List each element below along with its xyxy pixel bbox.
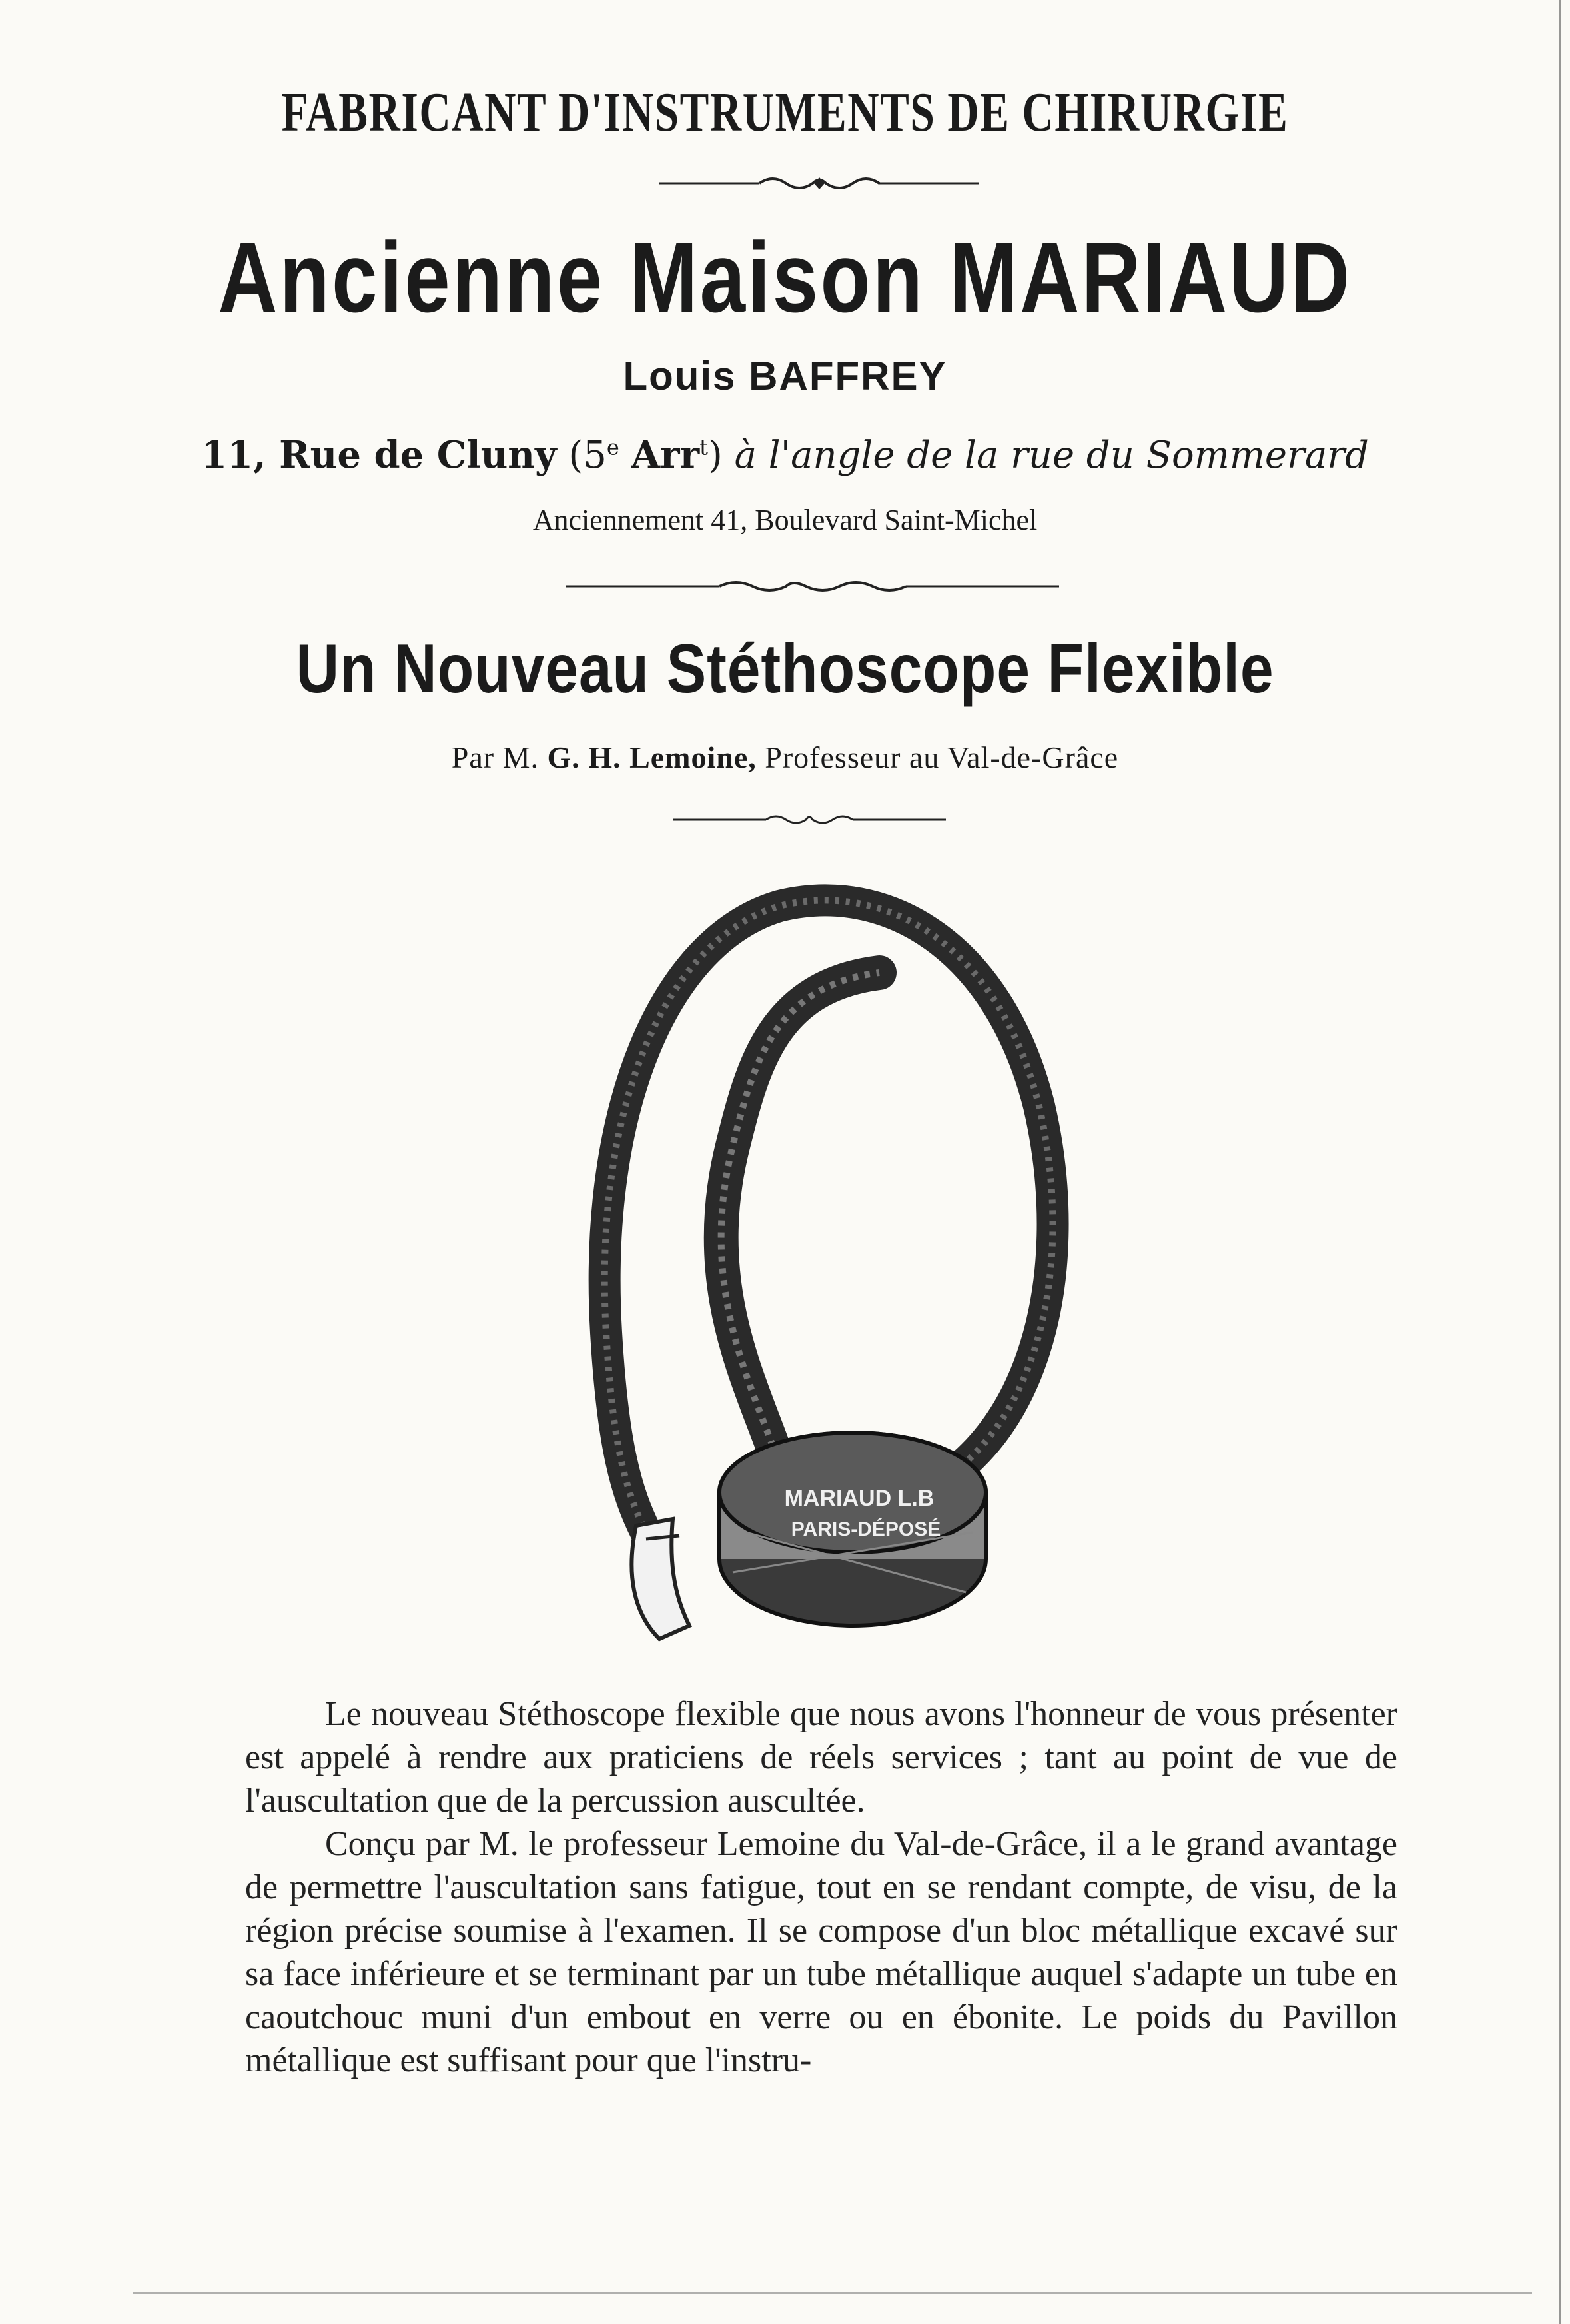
page-edge-rule-right xyxy=(1559,0,1561,2324)
maker-heading: FABRICANT D'INSTRUMENTS DE CHIRURGIE xyxy=(281,81,1289,143)
ornament-divider-small xyxy=(673,810,946,830)
address-arr: Arr xyxy=(631,433,700,477)
body-paragraph-1: Le nouveau Stéthoscope flexible que nous avons l'honneur de vous présenter est appelé à rendre aux praticiens de réels services ; tant au point de vue de l'auscultation que de la percussion auscultée. xyxy=(245,1695,1397,1820)
address-district: (5 xyxy=(568,434,607,477)
page-edge-rule-bottom xyxy=(133,2292,1532,2294)
engraving-line2: PARIS-DÉPOSÉ xyxy=(791,1518,941,1540)
byline-name: G. H. Lemoine, xyxy=(547,740,757,774)
article-body xyxy=(245,1692,1397,2082)
former-address: Anciennement 41, Boulevard Saint-Michel xyxy=(532,504,1038,536)
house-name: Ancienne Maison MARIAUD xyxy=(218,221,1352,333)
address-arr-sup: t xyxy=(699,434,708,460)
article-byline xyxy=(0,740,1570,775)
address-line xyxy=(0,433,1570,477)
engraving-line1: MARIAUD L.B xyxy=(784,1486,935,1511)
ornament-divider-middle xyxy=(566,573,1059,600)
article-title: Un Nouveau Stéthoscope Flexible xyxy=(296,630,1274,708)
ornament-divider-top xyxy=(659,170,979,197)
earpiece-tip xyxy=(631,1519,689,1639)
address-street: 11, Rue de Cluny xyxy=(201,433,557,477)
address-corner: à l'angle de la rue du Sommerard xyxy=(734,434,1369,477)
byline-role: Professeur au Val-de-Grâce xyxy=(765,740,1119,774)
address-district-sup: e xyxy=(606,434,619,460)
address-close: ) xyxy=(707,434,723,477)
stethoscope-illustration xyxy=(573,866,1092,1666)
body-paragraph-2: Conçu par M. le professeur Lemoine du Val-de-Grâce, il a le grand avantage de permettre l'auscultation sans fatigue, tout en se rendant compte, de visu, de la région précise soumise à l'examen. Il se compose d'un bloc métallique excavé sur sa face inférieure et se terminant par un tube métallique auquel s'adapte un tube en caoutchouc muni d'un embout en verre ou en ébonite. Le poids du Pavillon métallique est suffisant pour que l'instru- xyxy=(245,1825,1397,2079)
byline-prefix: Par M. xyxy=(451,740,540,774)
owner-name: Louis BAFFREY xyxy=(623,354,947,398)
